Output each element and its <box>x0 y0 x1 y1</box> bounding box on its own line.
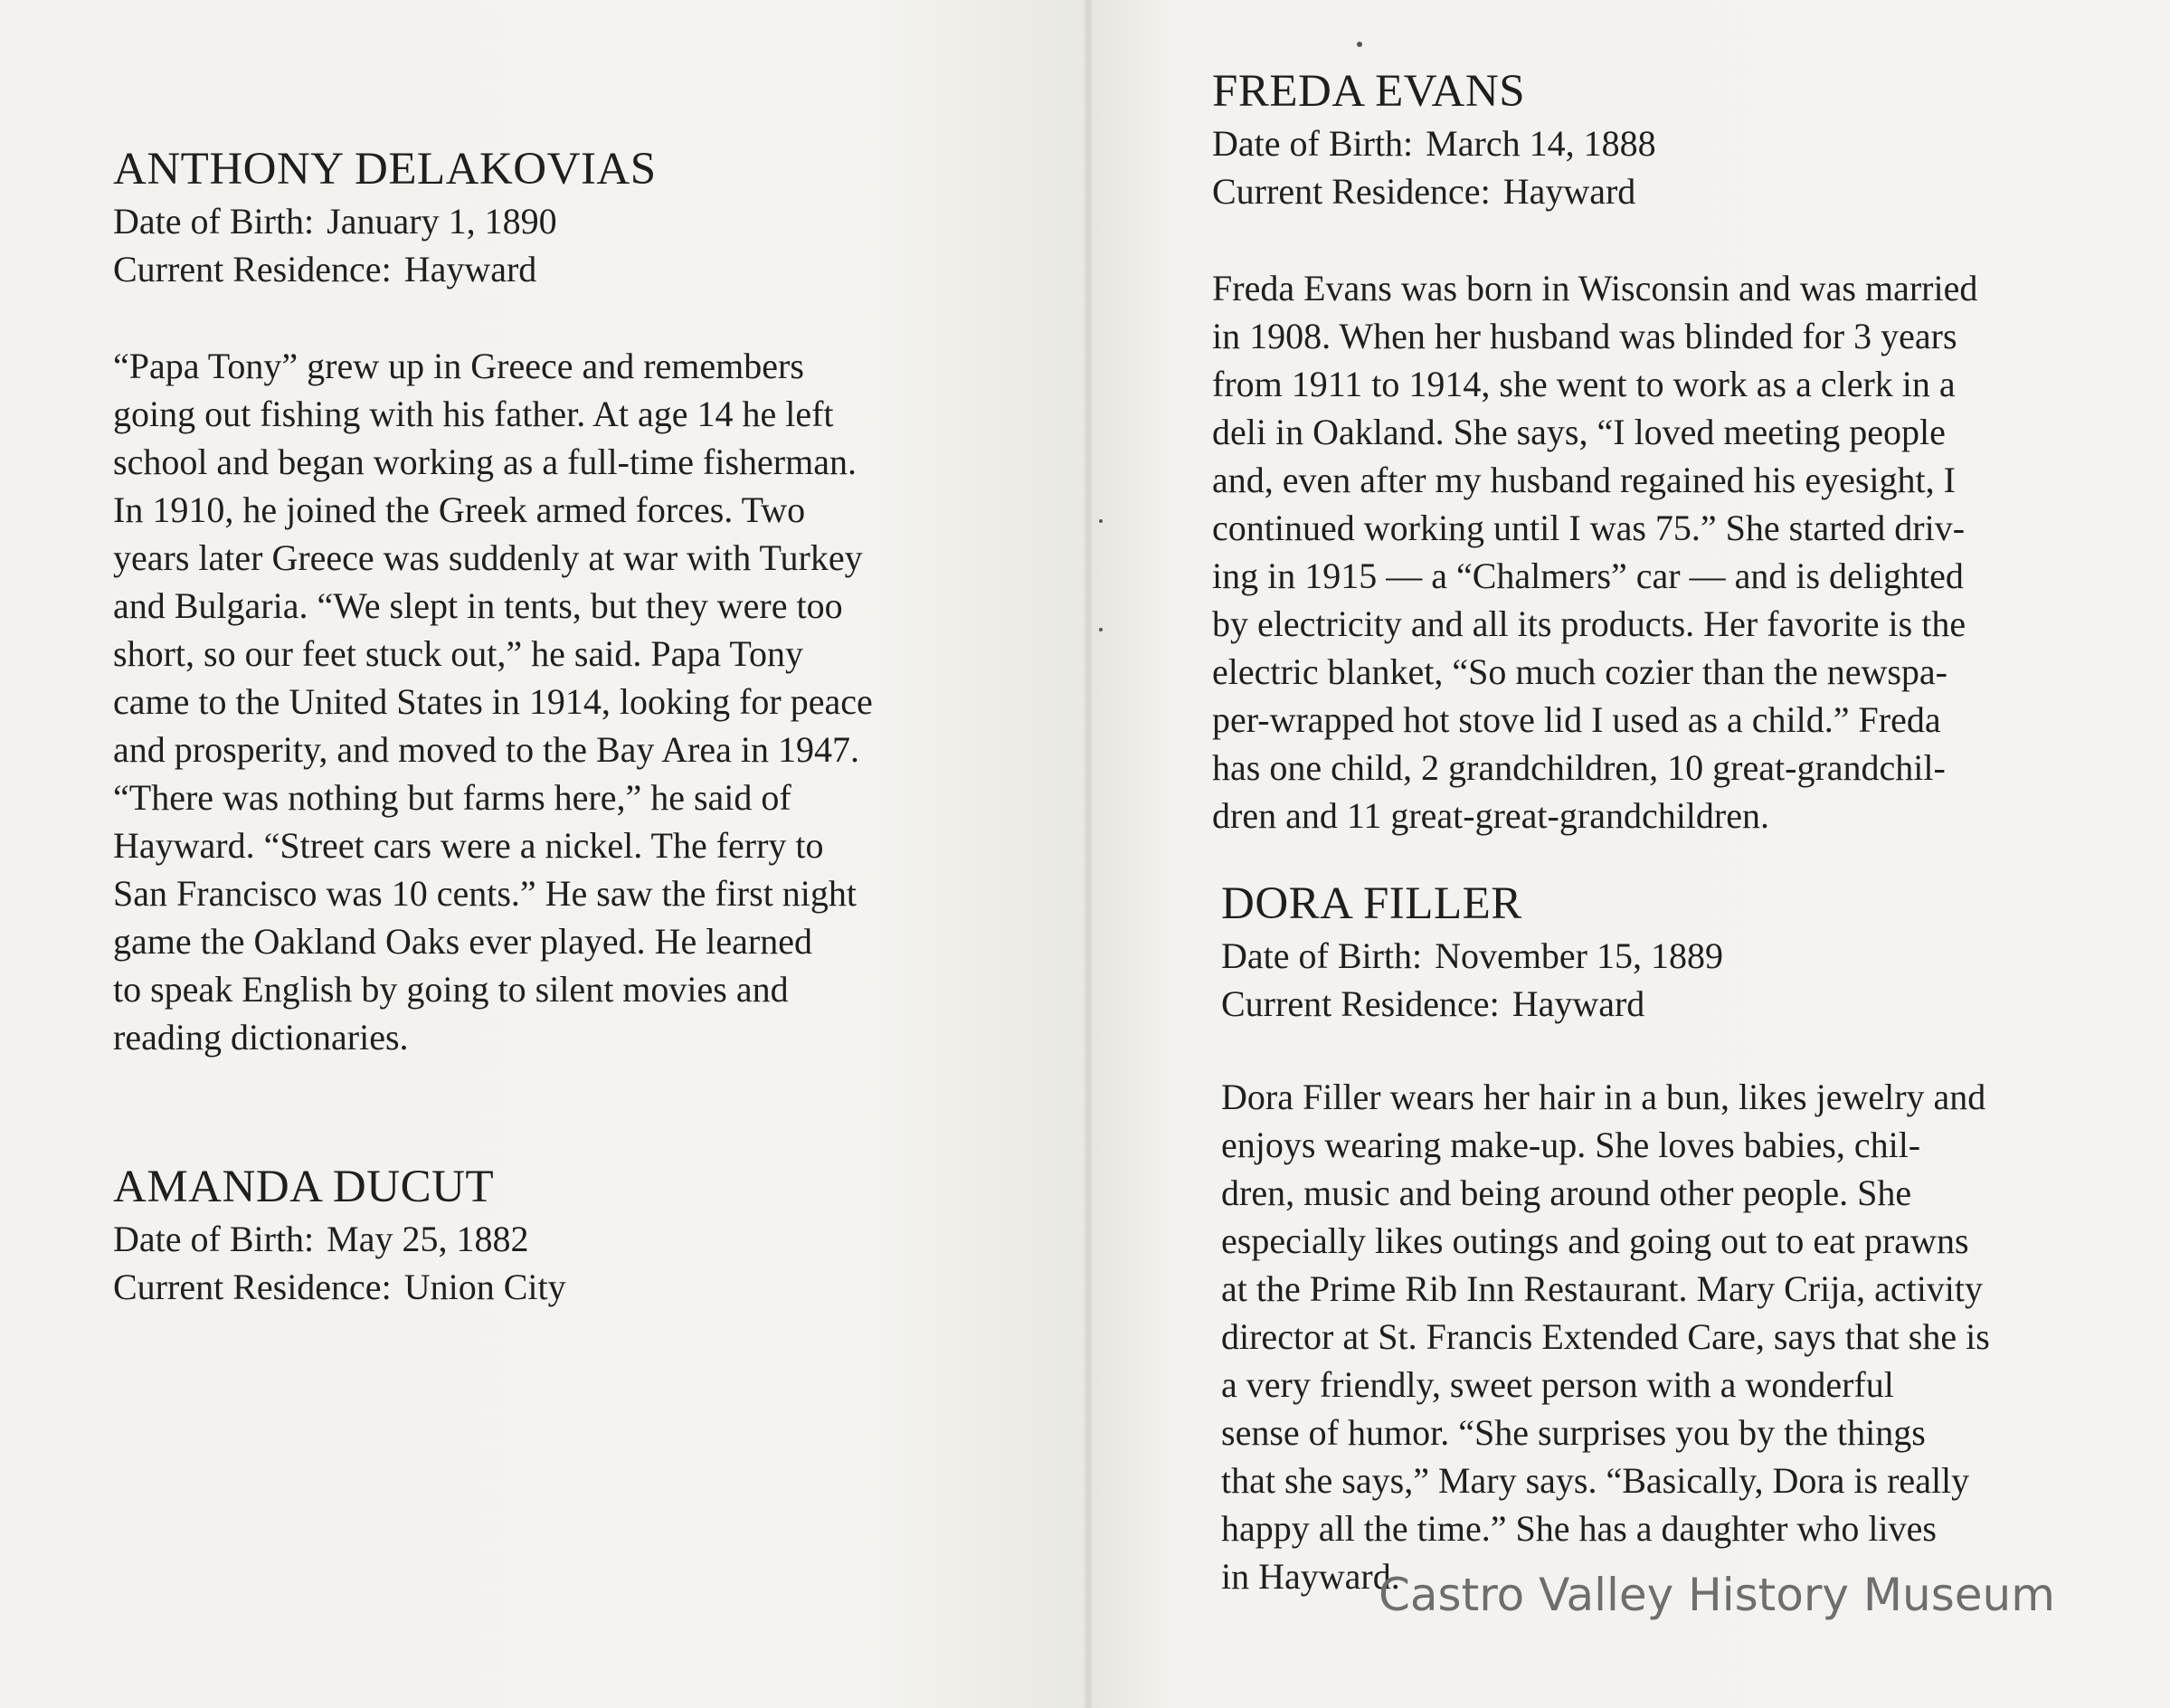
date-of-birth <box>113 1215 1063 1263</box>
ink-speck <box>1099 519 1103 523</box>
museum-watermark: Castro Valley History Museum <box>1379 1569 2055 1621</box>
residence-label: Current Residence: <box>113 1267 392 1307</box>
profile-freda-evans <box>1212 67 2144 840</box>
profile-bio: Dora Filler wears her hair in a bun, likes jewelry and enjoys wearing make-up. She loves babies, chil- dren, music and being around other people. She especially likes outings and going out to eat prawns at the Prime Rib Inn Restaurant. Mary Crija, activity director at St. Francis Extended Care, says that she is a very friendly, sweet person with a wonderful sense of humor. “She surprises you by the things that she says,” Mary says. “Basically, Dora is really happy all the time.” She has a daughter who lives in Hayward. <box>1221 1077 1990 1597</box>
ink-speck <box>1357 42 1362 47</box>
profile-name: ANTHONY DELAKOVIAS <box>113 144 657 195</box>
residence-value: Hayward <box>403 249 537 289</box>
profile-bio: Freda Evans was born in Wisconsin and was married in 1908. When her husband was blinded for 3 years from 1911 to 1914, she went to work as a clerk in a deli in Oakland. She says, “I loved meeting people and, even after my husband regained his eyesight, I continued working until I was 75.” She started driv- ing in 1915 — a “Chalmers” car — and is delighted by electricity and all its products. Her favorite is the electric blanket, “So much cozier than the newspa- per-wrapped hot stove lid I used as a child.” Freda has one child, 2 grandchildren, 10 great-grandchil- dren and 11 great-great-grandchildren. <box>1212 268 1978 836</box>
dob-label: Date of Birth: <box>113 201 315 242</box>
residence-label: Current Residence: <box>113 249 392 289</box>
profile-name: FREDA EVANS <box>1212 66 1526 117</box>
date-of-birth <box>1221 932 2153 980</box>
date-of-birth <box>113 197 1063 245</box>
dob-label: Date of Birth: <box>113 1219 315 1259</box>
dob-value: March 14, 1888 <box>1426 123 1656 164</box>
current-residence <box>1212 167 2144 215</box>
residence-value: Hayward <box>1502 171 1636 212</box>
profile-anthony-delakovias <box>113 145 1063 1061</box>
residence-value: Union City <box>403 1267 566 1307</box>
profile-amanda-ducut <box>113 1162 1063 1311</box>
dob-label: Date of Birth: <box>1212 123 1414 164</box>
residence-label: Current Residence: <box>1221 983 1500 1024</box>
dob-value: May 25, 1882 <box>327 1219 529 1259</box>
residence-label: Current Residence: <box>1212 171 1491 212</box>
dob-value: November 15, 1889 <box>1435 935 1723 976</box>
current-residence <box>113 245 1063 293</box>
current-residence <box>113 1263 1063 1311</box>
profile-name: DORA FILLER <box>1221 878 1522 929</box>
date-of-birth <box>1212 119 2144 167</box>
ink-speck <box>1099 628 1103 631</box>
profile-name: AMANDA DUCUT <box>113 1162 495 1212</box>
dob-value: January 1, 1890 <box>327 201 557 242</box>
residence-value: Hayward <box>1511 983 1645 1024</box>
book-gutter <box>1084 0 1093 1708</box>
profile-dora-filler <box>1221 879 2153 1600</box>
profile-bio: “Papa Tony” grew up in Greece and remembers going out fishing with his father. At age 14 he left school and began working as a full-time fisherman. In 1910, he joined the Greek armed forces. Two years later Greece was suddenly at war with Turkey and Bulgaria. “We slept in tents, but they were too short, so our feet stuck out,” he said. Papa Tony came to the United States in 1914, looking for peace and prosperity, and moved to the Bay Area in 1947. “There was nothing but farms here,” he said of Hayward. “Street cars were a nickel. The ferry to San Francisco was 10 cents.” He saw the first night game the Oakland Oaks ever played. He learned to speak English by going to silent movies and reading dictionaries. <box>113 346 873 1058</box>
dob-label: Date of Birth: <box>1221 935 1423 976</box>
current-residence <box>1221 980 2153 1028</box>
